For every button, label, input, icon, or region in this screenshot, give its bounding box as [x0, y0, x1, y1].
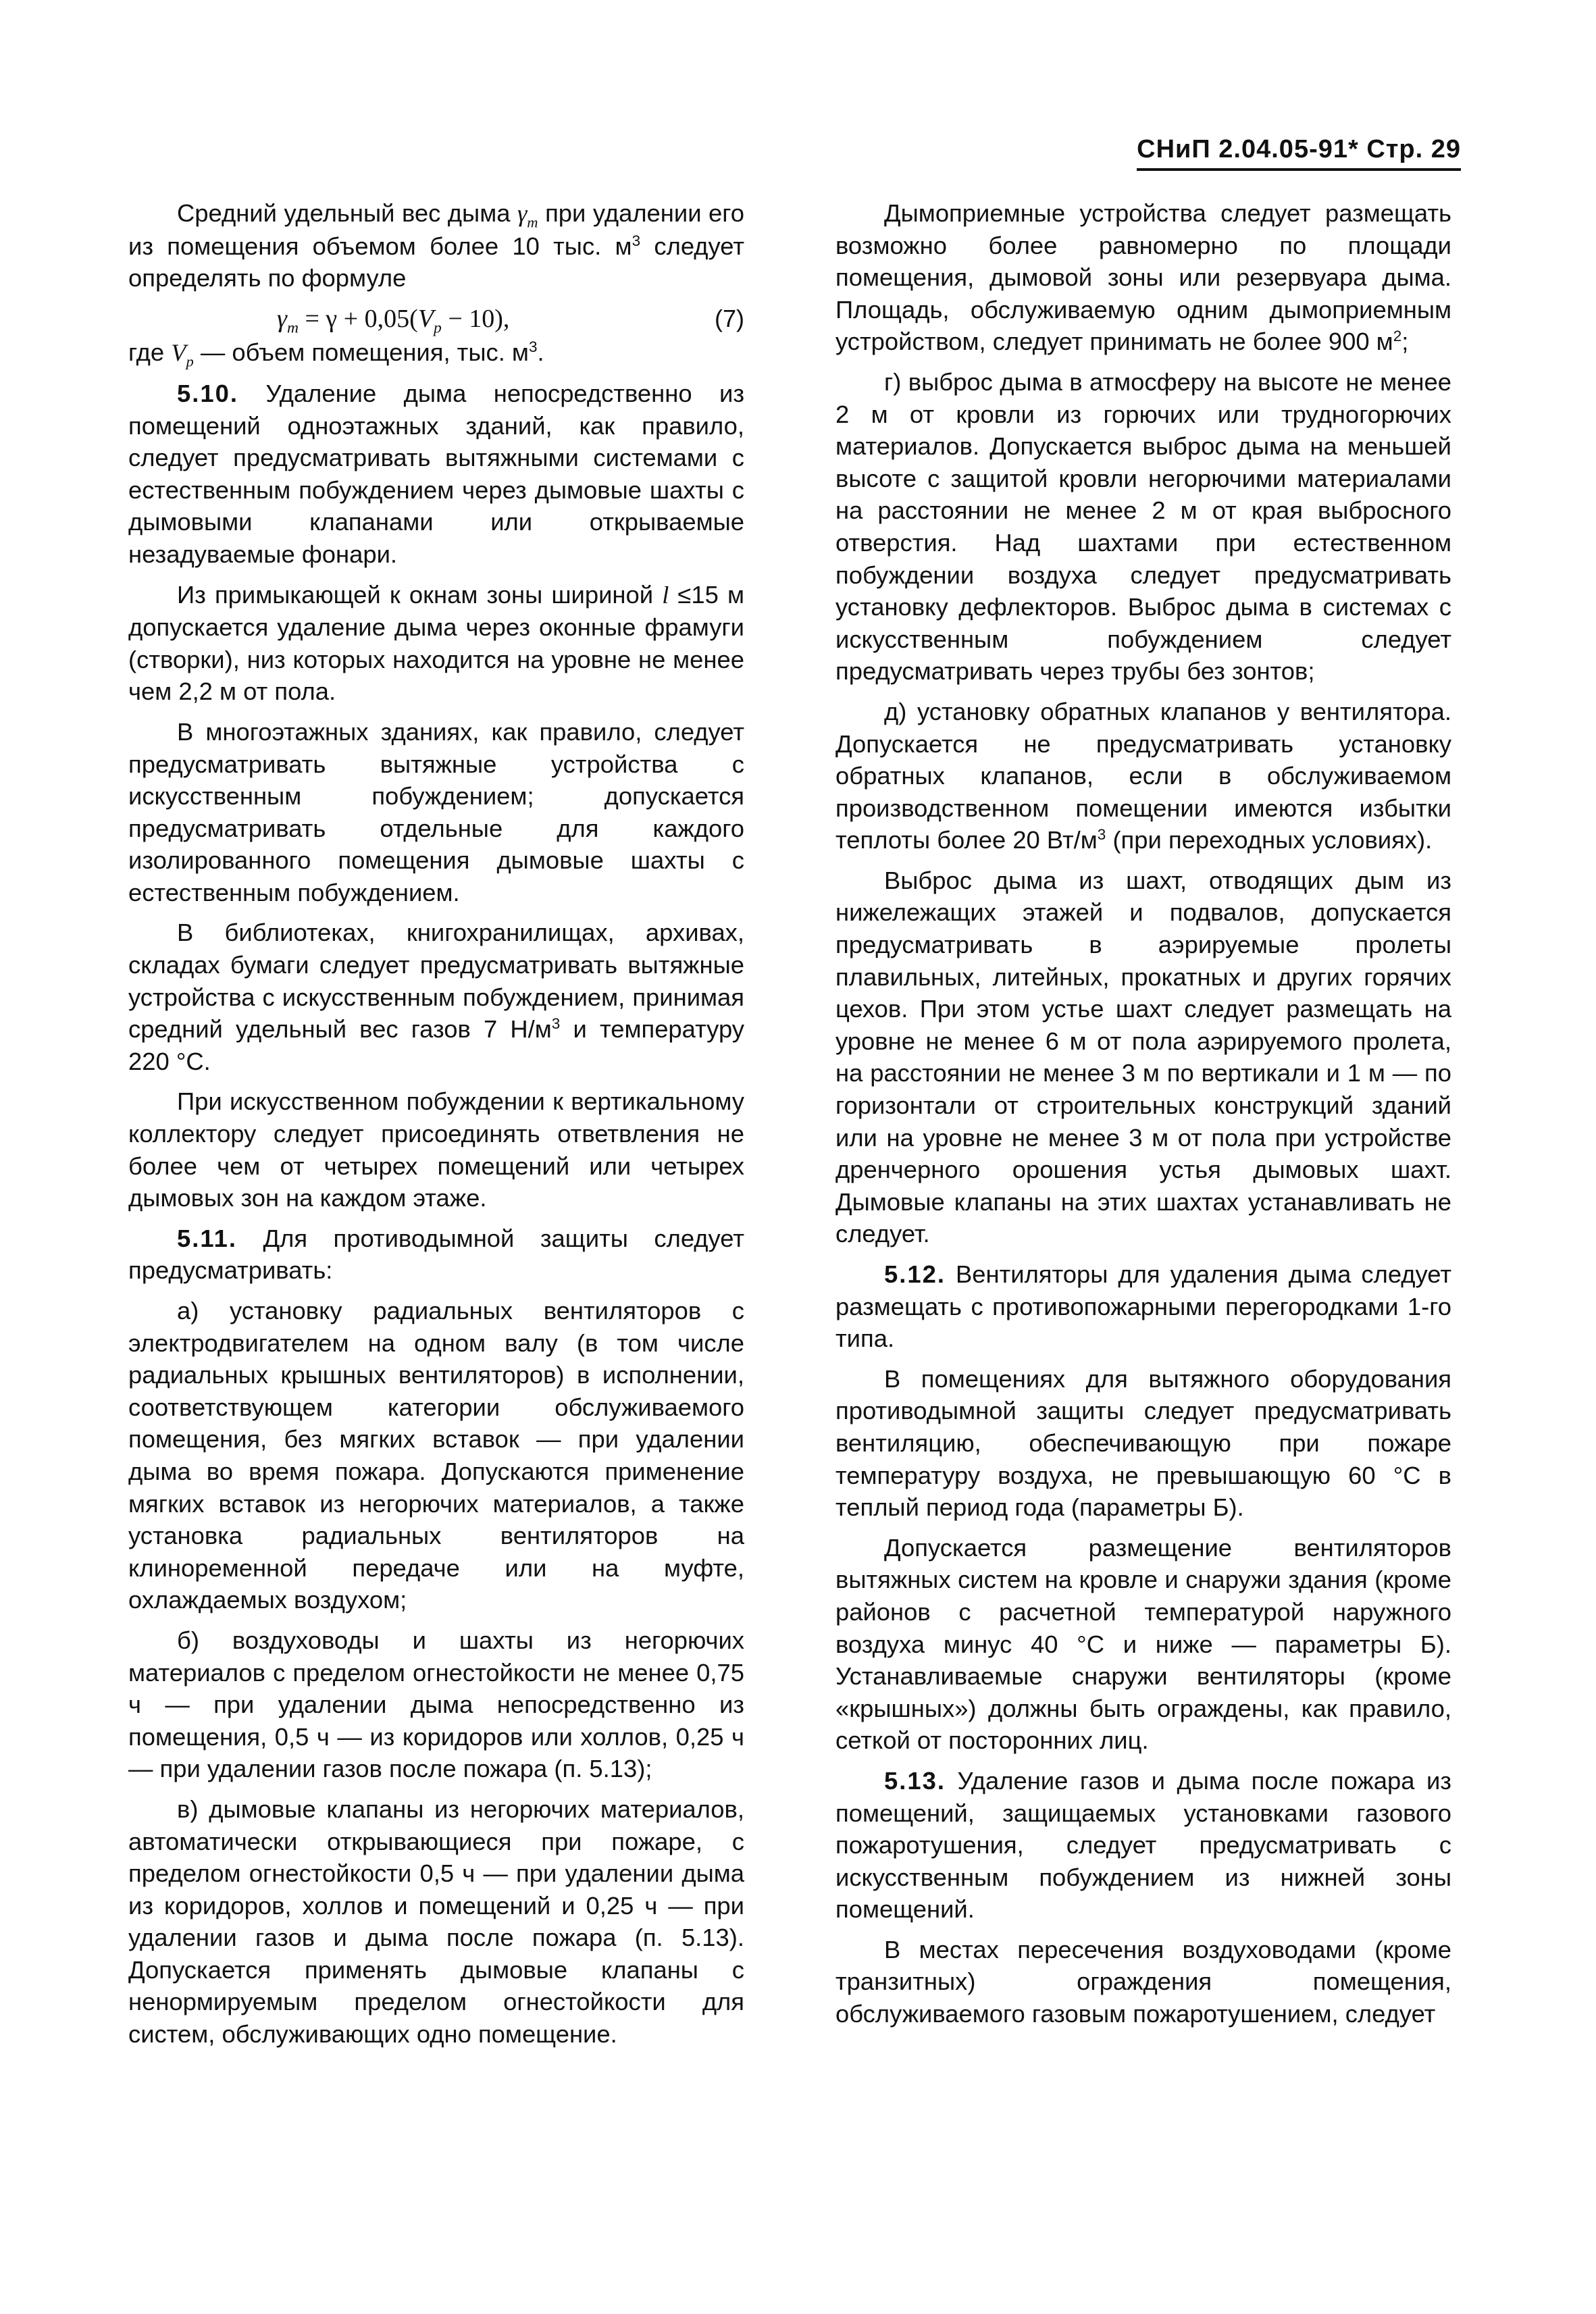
formula-number: (7): [715, 304, 744, 332]
section-number: 5.13.: [884, 1766, 946, 1795]
paragraph-windows: [128, 579, 744, 708]
list-item-b: б) воздуховоды и шахты из негорючих материалов с пределом огнестойкости не менее 0,75 ч — при удалении дыма непосредственно из помещения, 0,5 ч — из коридоров или холлов, 0,25 ч — при удалении газов после пожара (п. 5.13);: [128, 1626, 744, 1783]
paragraph-shafts: Выброс дыма из шахт, отводящих дым из нижележащих этажей и подвалов, допускается предусматривать в аэрируемые пролеты плавильных, литейных, прокатных и других горячих цехов. При этом устье шахт следует размещать на уровне не менее 6 м от пола аэрируемого пролета, на расстоянии не менее 3 м по вертикали и 1 м — по горизонтали от строительных конструкций зданий или на уровне не менее 3 м от пола при устройстве дренчерного орошения устья дымовых шахт. Дымовые клапаны на этих шахтах устанавливать не следует.: [835, 866, 1451, 1248]
superscript: 3: [528, 338, 538, 356]
section-number: 5.10.: [177, 379, 238, 407]
text-fragment: д) установку обратных клапанов у вентилятора. Допускается не предусматривать установку обратных клапанов, если в обслуживаемом производственном помещении имеются избытки теплоты более 20 Вт/м: [835, 697, 1451, 854]
text-fragment: при удалении его из помещения объемом более 10 тыс. м: [128, 199, 744, 260]
section-number: 5.12.: [884, 1260, 946, 1288]
paragraph-collector: При искусственном побуждении к вертикальному коллектору следует присоединять ответвления не более чем от четырех помещений или четырех дымовых зон на каждом этаже.: [128, 1087, 744, 1212]
formula-7: [128, 303, 744, 336]
superscript: 3: [632, 232, 641, 249]
superscript: 2: [1393, 328, 1402, 345]
formula-body: [277, 303, 509, 336]
text-fragment: Дымоприемные устройства следует размещать возможно более равномерно по площади помещения, дымовой зоны или резервуара дыма. Площадь, обслуживаемую одним дымоприемным устройством, следует принимать не более 900 м: [835, 199, 1451, 356]
formula-part: − 10),: [441, 304, 510, 333]
text-fragment: (при переходных условиях).: [1106, 826, 1433, 854]
section-5-13: [835, 1765, 1451, 1926]
list-item-v: в) дымовые клапаны из негорючих материалов, автоматически открывающиеся при пожаре, с пределом огнестойкости 0,5 ч — при удалении дыма из коридоров, холлов и помещений и 0,25 ч — при удалении газов и дыма после пожара (п. 5.13). Допускается применять дымовые клапаны с ненормируемым пределом огнестойкости для систем, обслуживающих одно помещение.: [128, 1795, 744, 2049]
section-text: Удаление газов и дыма после пожара из помещений, защищаемых установками газового пожаротушения, следует предусматривать с искусственным побуждением из нижней зоны помещений.: [835, 1766, 1451, 1924]
section-number: 5.11.: [177, 1224, 237, 1252]
symbol-subscript-m: m: [527, 213, 538, 231]
symbol-v: V: [171, 339, 186, 367]
section-text: Удаление дыма непосредственно из помещений одноэтажных зданий, как правило, следует предусматривать вытяжными системами с естественным побуждением через дымовые шахты с дымовыми клапанами или открываемые незадуваемые фонари.: [128, 379, 744, 568]
formula-part: = γ + 0,05(: [299, 304, 418, 333]
list-item-g: г) выброс дыма в атмосферу на высоте не менее 2 м от кровли из горючих или трудногорючих материалов. Допускается выброс дыма на меньшей высоте с защитой кровли негорючими материалами на расстоянии не менее 2 м от края выбросного отверстия. Над шахтами при естественном побуждении воздуха следует предусматривать установку дефлекторов. Выброс дыма в системах с искусственным побуждением следует предусматривать через трубы без зонтов;: [835, 367, 1451, 686]
symbol-subscript-p: p: [186, 353, 194, 370]
text-fragment: и температуру 220 °С.: [128, 1015, 744, 1075]
formula-gamma: γ: [277, 304, 287, 333]
paragraph-multistorey: В многоэтажных зданиях, как правило, следует предусматривать вытяжные устройства с искусственным побуждением; допускается предусматривать отдельные для каждого изолированного помещения дымовые шахты с естественным побуждением.: [128, 717, 744, 906]
superscript: 3: [551, 1015, 561, 1033]
section-text: Вентиляторы для удаления дыма следует размещать с противопожарными перегородками 1-го типа.: [835, 1260, 1451, 1353]
section-5-10: [128, 378, 744, 571]
paragraph-roof-fans: Допускается размещение вентиляторов вытяжных систем на кровле и снаружи здания (кроме районов с расчетной температурой наружного воздуха минус 40 °С и ниже — параметры Б). Устанавливаемые снаружи вентиляторы (кроме «крышных») должны быть ограждены, как правило, сеткой от посторонних лиц.: [835, 1533, 1451, 1755]
paragraph-smoke-intake: [835, 197, 1451, 358]
text-fragment: В библиотеках, книгохранилищах, архивах, складах бумаги следует предусматривать вытяжные устройства с искусственным побуждением, принимая средний удельный вес газов 7 Н/м: [128, 919, 744, 1044]
symbol-l: l: [662, 581, 669, 609]
right-column: [835, 197, 1451, 2038]
text-fragment: ;: [1401, 328, 1409, 356]
formula-v: V: [417, 304, 434, 333]
text-fragment: следует определять по формуле: [128, 232, 744, 292]
section-text: Для противодымной защиты следует предусматривать:: [128, 1224, 744, 1285]
running-header: СНиП 2.04.05-91* Стр. 29: [1137, 135, 1461, 171]
section-5-11: [128, 1223, 744, 1287]
text-fragment: .: [537, 338, 544, 367]
left-column: [128, 197, 744, 2059]
text-fragment: — объем помещения, тыс. м: [193, 338, 529, 367]
paragraph-smoke-density: [128, 197, 744, 294]
text-fragment: где: [128, 338, 172, 367]
formula-subscript-p: p: [434, 319, 442, 337]
text-fragment: Из примыкающей к окнам зоны шириной: [177, 580, 663, 609]
superscript: 3: [1097, 826, 1106, 844]
text-fragment: ≤15 м допускается удаление дыма через оконные фрамуги (створки), низ которых находится на уровне не менее чем 2,2 м от пола.: [128, 580, 744, 706]
paragraph-libraries: [128, 917, 744, 1077]
paragraph-crossings: В местах пересечения воздуховодами (кроме транзитных) ограждения помещения, обслуживаемого газовым пожаротушением, следует: [835, 1935, 1451, 2028]
paragraph-equipment-rooms: В помещениях для вытяжного оборудования противодымной защиты следует предусматривать вентиляцию, обеспечивающую при пожаре температуру воздуха, не превышающую 60 °С в теплый период года (параметры Б).: [835, 1364, 1451, 1522]
section-5-12: [835, 1258, 1451, 1355]
symbol-gamma: γ: [517, 200, 527, 227]
text-fragment: Средний удельный вес дыма: [177, 199, 517, 227]
paragraph-where: [128, 336, 744, 369]
list-item-d: [835, 696, 1451, 856]
list-item-a: а) установку радиальных вентиляторов с электродвигателем на одном валу (в том числе радиальных крышных вентиляторов) в исполнении, соответствующем категории обслуживаемого помещения, без мягких вставок — при удалении дыма во время пожара. Допускаются применение мягких вставок из негорючих материалов, а также установка радиальных вентиляторов на клиноременной передаче или на муфте, охлаждаемых воздухом;: [128, 1297, 744, 1614]
formula-subscript-m: m: [286, 319, 299, 337]
